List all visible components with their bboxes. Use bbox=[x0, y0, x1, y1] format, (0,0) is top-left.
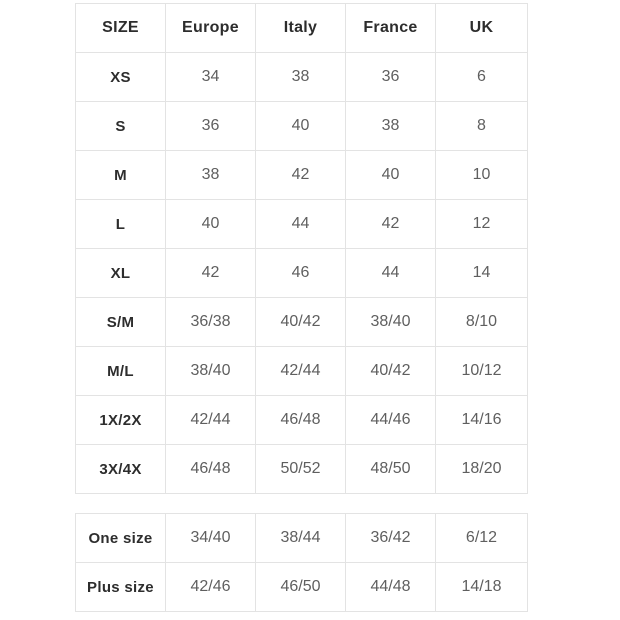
size-value: 42 bbox=[256, 151, 346, 200]
size-value: 44/48 bbox=[346, 563, 436, 612]
special-sizes-table bbox=[75, 513, 528, 612]
table-row-l bbox=[76, 200, 528, 249]
row-label: S/M bbox=[76, 298, 166, 347]
table-row-xl bbox=[76, 249, 528, 298]
size-value: 36/42 bbox=[346, 514, 436, 563]
size-value: 42 bbox=[166, 249, 256, 298]
table-row-m-l bbox=[76, 347, 528, 396]
size-value: 14/16 bbox=[436, 396, 528, 445]
column-header-size: SIZE bbox=[76, 4, 166, 53]
size-value: 40 bbox=[166, 200, 256, 249]
table-row-one-size bbox=[76, 514, 528, 563]
size-value: 38/44 bbox=[256, 514, 346, 563]
size-value: 38/40 bbox=[166, 347, 256, 396]
size-value: 36 bbox=[166, 102, 256, 151]
size-value: 38 bbox=[346, 102, 436, 151]
row-label: L bbox=[76, 200, 166, 249]
header-row bbox=[76, 4, 528, 53]
size-value: 36/38 bbox=[166, 298, 256, 347]
size-value: 36 bbox=[346, 53, 436, 102]
size-value: 6 bbox=[436, 53, 528, 102]
table-row-m bbox=[76, 151, 528, 200]
size-value: 34 bbox=[166, 53, 256, 102]
table-row-plus-size bbox=[76, 563, 528, 612]
column-header-europe: Europe bbox=[166, 4, 256, 53]
row-label: One size bbox=[76, 514, 166, 563]
size-value: 38/40 bbox=[346, 298, 436, 347]
table-row-xs bbox=[76, 53, 528, 102]
row-label: 3X/4X bbox=[76, 445, 166, 494]
size-value: 40/42 bbox=[256, 298, 346, 347]
table-row-1x-2x bbox=[76, 396, 528, 445]
size-value: 46/48 bbox=[166, 445, 256, 494]
size-value: 8 bbox=[436, 102, 528, 151]
size-value: 42/44 bbox=[166, 396, 256, 445]
column-header-uk: UK bbox=[436, 4, 528, 53]
size-value: 18/20 bbox=[436, 445, 528, 494]
size-value: 10 bbox=[436, 151, 528, 200]
size-value: 46 bbox=[256, 249, 346, 298]
size-value: 44/46 bbox=[346, 396, 436, 445]
size-value: 46/50 bbox=[256, 563, 346, 612]
size-value: 40 bbox=[256, 102, 346, 151]
size-value: 42/44 bbox=[256, 347, 346, 396]
table-row-s-m bbox=[76, 298, 528, 347]
size-value: 44 bbox=[256, 200, 346, 249]
size-value: 48/50 bbox=[346, 445, 436, 494]
size-value: 40 bbox=[346, 151, 436, 200]
table-row-3x-4x bbox=[76, 445, 528, 494]
row-label: M bbox=[76, 151, 166, 200]
size-value: 38 bbox=[256, 53, 346, 102]
row-label: Plus size bbox=[76, 563, 166, 612]
row-label: XL bbox=[76, 249, 166, 298]
size-value: 6/12 bbox=[436, 514, 528, 563]
size-value: 12 bbox=[436, 200, 528, 249]
size-conversion-table bbox=[75, 3, 528, 494]
size-value: 14 bbox=[436, 249, 528, 298]
row-label: M/L bbox=[76, 347, 166, 396]
size-value: 46/48 bbox=[256, 396, 346, 445]
row-label: XS bbox=[76, 53, 166, 102]
row-label: 1X/2X bbox=[76, 396, 166, 445]
table-row-s bbox=[76, 102, 528, 151]
column-header-france: France bbox=[346, 4, 436, 53]
size-value: 38 bbox=[166, 151, 256, 200]
size-value: 42 bbox=[346, 200, 436, 249]
size-value: 8/10 bbox=[436, 298, 528, 347]
size-value: 40/42 bbox=[346, 347, 436, 396]
size-value: 50/52 bbox=[256, 445, 346, 494]
row-label: S bbox=[76, 102, 166, 151]
size-value: 34/40 bbox=[166, 514, 256, 563]
size-value: 42/46 bbox=[166, 563, 256, 612]
column-header-italy: Italy bbox=[256, 4, 346, 53]
size-value: 14/18 bbox=[436, 563, 528, 612]
size-value: 10/12 bbox=[436, 347, 528, 396]
size-value: 44 bbox=[346, 249, 436, 298]
